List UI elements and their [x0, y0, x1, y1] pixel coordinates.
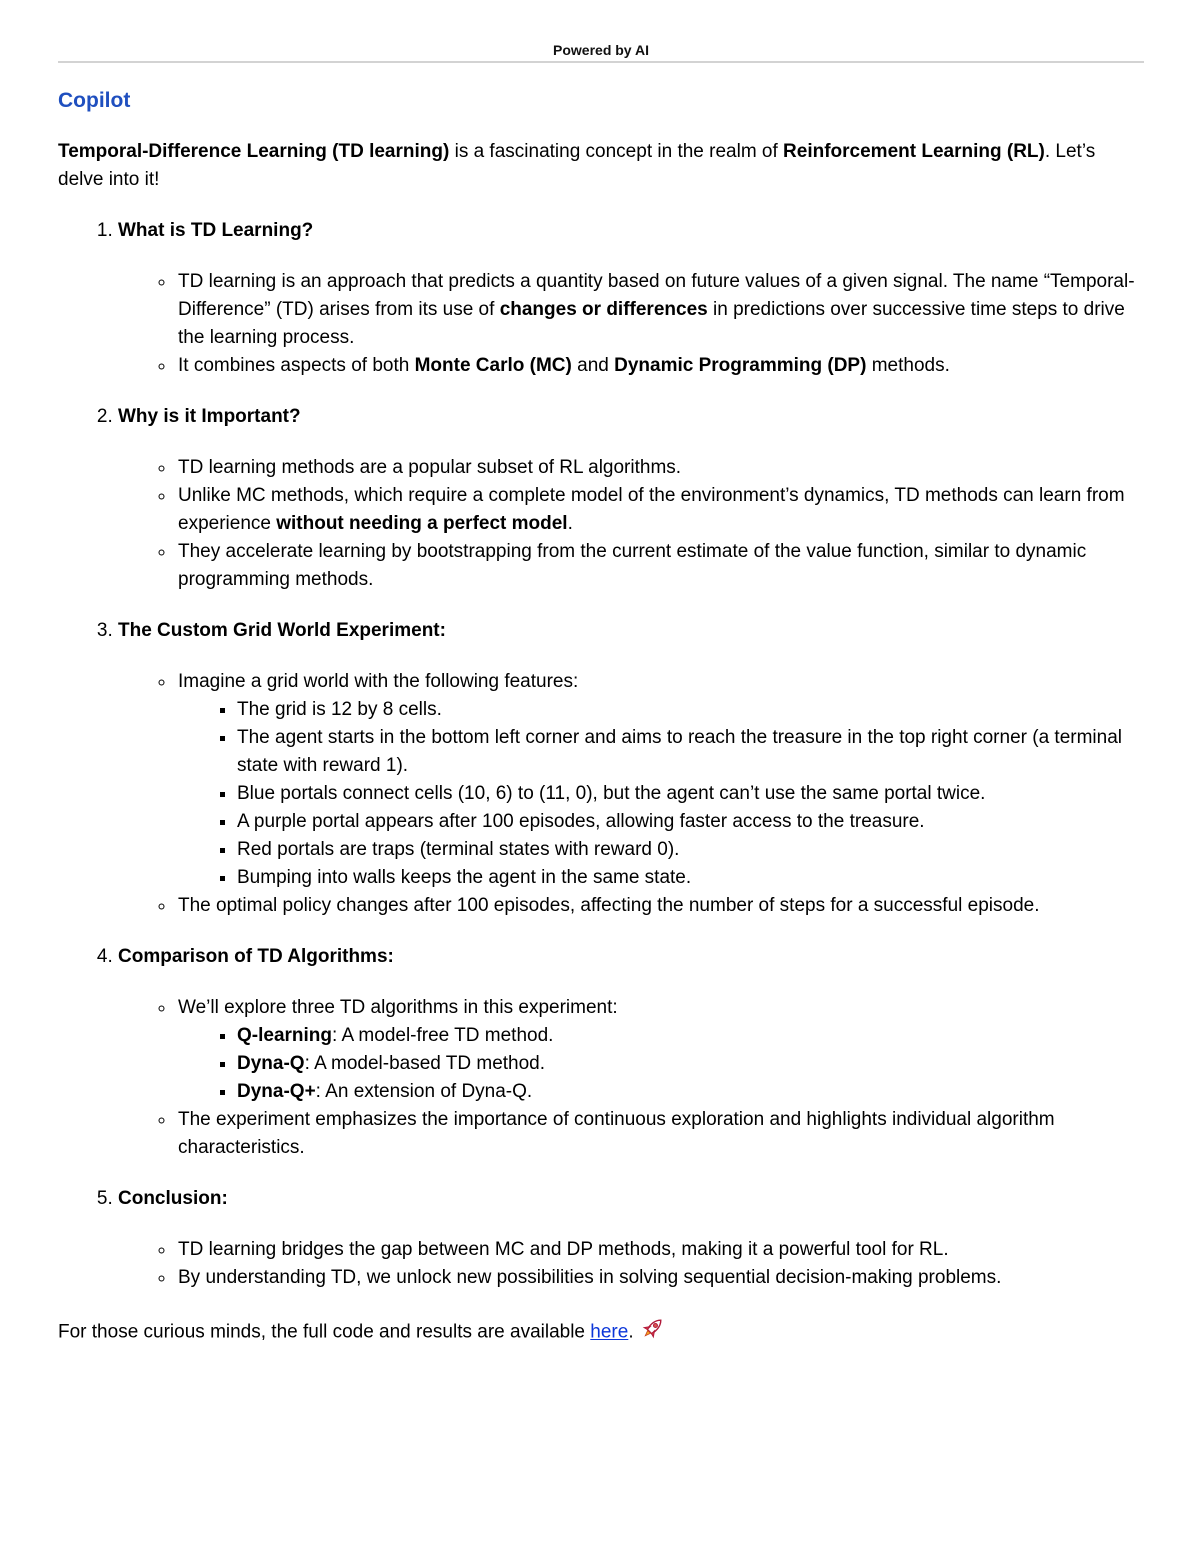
sub-list-item: ▪ The agent starts in the bottom left corner and aims to reach the treasure in the top right corner (a terminal state with reward 1). [237, 724, 1144, 780]
list-item [176, 482, 1144, 538]
powered-by-header: Powered by AI [553, 42, 649, 58]
algorithm-desc: : An extension of Dyna-Q. [315, 1081, 533, 1102]
item-text: TD learning methods are a popular subset of RL algorithms. [178, 457, 682, 478]
list-item [176, 268, 1144, 352]
item-bold: changes or differences [499, 299, 708, 320]
response-body [58, 138, 1144, 1350]
algorithm-item [237, 1022, 1144, 1050]
rocket-icon [640, 1315, 666, 1350]
outro-end: . [628, 1321, 634, 1343]
algorithm-item [237, 1078, 1144, 1106]
list-item [176, 1236, 1144, 1264]
intro-middle: is a fascinating concept in the realm of [449, 141, 784, 162]
section-items [118, 1236, 1144, 1292]
item-text: methods. [866, 355, 950, 376]
algorithm-desc: : A model-based TD method. [304, 1053, 546, 1074]
sub-list-item: ▪ A purple portal appears after 100 episodes, allowing faster access to the treasure. [237, 808, 1144, 836]
page-title: Copilot [58, 89, 131, 112]
section-why-important [118, 403, 1144, 594]
header-divider [58, 61, 1144, 63]
sections-list [58, 217, 1144, 1292]
intro-field: Reinforcement Learning (RL) [783, 141, 1045, 162]
section-heading: Why is it Important? [118, 406, 301, 427]
algorithm-desc: : A model-free TD method. [332, 1025, 554, 1046]
item-text: TD learning bridges the gap between MC and DP methods, making it a powerful tool for RL. [178, 1239, 949, 1260]
item-text: We’ll explore three TD algorithms in this experiment: [178, 997, 618, 1018]
list-item [176, 994, 1144, 1106]
item-bold: without needing a perfect model [276, 513, 568, 534]
section-items [118, 454, 1144, 594]
section-items [118, 994, 1144, 1162]
algorithm-name: Dyna-Q [237, 1053, 305, 1074]
list-item [176, 454, 1144, 482]
item-text: and [571, 355, 615, 376]
section-heading: What is TD Learning? [118, 220, 314, 241]
item-bold: Monte Carlo (MC) [414, 355, 572, 376]
list-item [176, 1264, 1144, 1292]
section-heading: The Custom Grid World Experiment: [118, 620, 446, 641]
algorithm-name: Q-learning [237, 1025, 333, 1046]
list-item [176, 352, 1144, 380]
section-heading: Comparison of TD Algorithms: [118, 946, 394, 967]
item-text: It combines aspects of both [178, 355, 415, 376]
list-item [176, 538, 1144, 594]
grid-features-list [178, 696, 1144, 892]
item-text: They accelerate learning by bootstrapping from the current estimate of the value function, similar to dynamic programming methods. [178, 541, 1087, 590]
item-text: . [567, 513, 573, 534]
item-text: TD learning is an approach that predicts a quantity based on future values of a given signal. The name “Temporal-Difference” (TD) arises from its use of [178, 271, 1135, 320]
outro-paragraph [58, 1315, 1144, 1350]
section-items [118, 268, 1144, 380]
sub-list-item: ▪ Blue portals connect cells (10, 6) to (11, 0), but the agent can’t use the same portal twice. [237, 780, 1144, 808]
item-text: Imagine a grid world with the following features: [178, 671, 579, 692]
code-results-link[interactable]: here [590, 1321, 629, 1343]
list-item [176, 892, 1144, 920]
item-text: By understanding TD, we unlock new possibilities in solving sequential decision-making problems. [178, 1267, 1002, 1288]
item-bold: Dynamic Programming (DP) [614, 355, 867, 376]
algorithms-list [178, 1022, 1144, 1106]
algorithm-name: Dyna-Q+ [237, 1081, 316, 1102]
outro-text: For those curious minds, the full code and results are available [58, 1321, 591, 1343]
list-item [176, 1106, 1144, 1162]
section-comparison [118, 943, 1144, 1162]
intro-term: Temporal-Difference Learning (TD learning) [58, 141, 450, 162]
item-text: Unlike MC methods, which require a complete model of the environment’s dynamics, TD methods can learn from experience [178, 485, 1125, 534]
item-text: The experiment emphasizes the importance of continuous exploration and highlights individual algorithm characteristics. [178, 1109, 1055, 1158]
intro-end: . Let’s delve into it! [58, 141, 1096, 190]
algorithm-item [237, 1050, 1144, 1078]
document-page [58, 0, 1144, 1553]
sub-list-item: ▪ Bumping into walls keeps the agent in the same state. [237, 864, 1144, 892]
sub-list-item: ▪ The grid is 12 by 8 cells. [237, 696, 1144, 724]
section-items [118, 668, 1144, 920]
item-text: The optimal policy changes after 100 episodes, affecting the number of steps for a successful episode. [178, 895, 1040, 916]
intro-paragraph [58, 138, 1144, 194]
list-item [176, 668, 1144, 892]
section-what-is-td [118, 217, 1144, 380]
section-conclusion [118, 1185, 1144, 1292]
section-grid-world [118, 617, 1144, 920]
section-heading: Conclusion: [118, 1188, 228, 1209]
item-text: in predictions over successive time steps to drive the learning process. [178, 299, 1125, 348]
sub-list-item: ▪ Red portals are traps (terminal states with reward 0). [237, 836, 1144, 864]
